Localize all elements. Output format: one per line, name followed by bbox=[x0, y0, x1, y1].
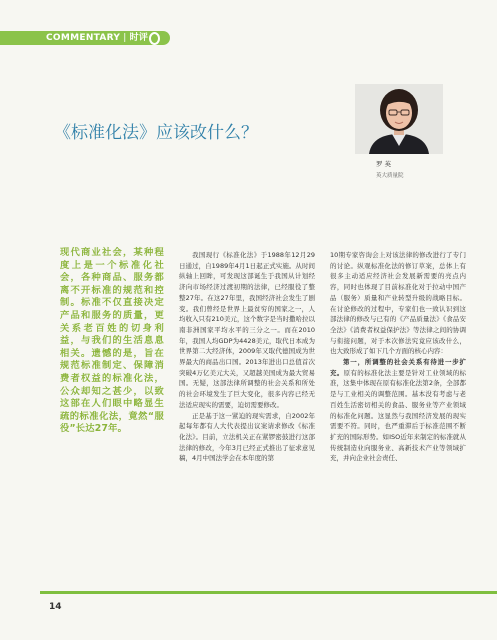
header-label bbox=[46, 31, 148, 45]
author-affiliation: 英大质量院 bbox=[376, 173, 404, 179]
page-number: 14 bbox=[49, 602, 62, 612]
paragraph-text: 原有的标准化法主要是针对工业领域的标准，这集中体现在原有标准化法第2条，全部都是与工业相关的调整范围。基本没有考虑与老百姓生活密切相关的食品、服务业等产业领域的标准化问题。这显然与我国经济发展的现实需要不符。同时，也严重滞后于标准范围不断扩充的国际形势。如ISO近年来制定的标准就从传统制造业向服务业、高新技术产业等领域扩充，并向企业社会责任、 bbox=[330, 368, 467, 463]
header-separator: | bbox=[123, 33, 127, 43]
paragraph-lead: 第一，所调整的社会关系有待进一步扩充。 bbox=[330, 358, 466, 377]
author-photo bbox=[355, 84, 443, 154]
body-column-1 bbox=[179, 250, 315, 464]
pull-quote: 现代商业社会，某种程度上是一个标准化社会，各种商品、服务都离不开标准的规范和控制。标准不仅直接决定产品和服务的质量，更关系老百姓的切身利益，与我们的生活息息相关。遗憾的是，旨在规范标准制定、保障消费者权益的标准化法，公众却知之甚少，以致这部在人们眼中略显生疏的标准化法，竟然“服役”长达27年。 bbox=[60, 247, 164, 435]
footer-rule bbox=[40, 591, 497, 594]
body-column-2 bbox=[330, 250, 466, 464]
body-paragraph: 10期专家咨询会上对该法律的修改进行了专门的讨论。纵观标准化法的修订草案，总体上有很多主动适应经济社会发展新需要的亮点内容，同时也体现了目前标准化对于拉动中国产品（服务）质量和产业转型升级的战略目标。在讨论修改的过程中，专家们也一致认识到这部法律的修改与已有的《产品质量法》《食品安全法》《消费者权益保护法》等法律之间的协调与衔接问题，对于本次修法究竟应该改什么，也大致形成了如下几个方面的核心内容： bbox=[330, 251, 466, 356]
body-paragraph bbox=[330, 357, 466, 464]
ring-icon bbox=[149, 32, 160, 45]
section-name-english: COMMENTARY bbox=[46, 33, 121, 43]
author-name: 罗 英 bbox=[376, 160, 392, 168]
body-paragraph: 正是基于这一紧迫的现实需求，自2002年起每年都有人大代表提出议案请求修改《标准化法》。目前，立法机关正在紧锣密鼓进行这部法律的修改，今年3月已经正式推出了征求意见稿，4月中国法学会在本年度的第 bbox=[179, 411, 315, 463]
article-title: 《标准化法》应该改什么？ bbox=[54, 123, 258, 143]
body-paragraph: 我国现行《标准化法》于1988年12月29日通过，自1989年4月1日起正式实施。从时间纵轴上回眸，可发现这部诞生于我国从计划经济向市场经济过渡初期的法律，已经服役了整整27年。在这27年里，我国经济社会发生了剧变。我们曾经是世界上最贫穷的国家之一，人均收入只有210美元，这个数字是当时撒哈拉以南非洲国家平均水平的三分之一。而在2010年，我国人均GDP为4428美元，取代日本成为世界第二大经济体，2009年又取代德国成为世界最大的商品出口国。2013年进出口总值首次突破4万亿美元大关，又超越美国成为最大贸易国。无疑，这部法律所调整的社会关系和所处的社会环境发生了巨大变化，很多内容已经无法适应现实的需要，迫切需要修改。 bbox=[179, 251, 315, 409]
section-name-chinese: 时评 bbox=[129, 33, 149, 43]
